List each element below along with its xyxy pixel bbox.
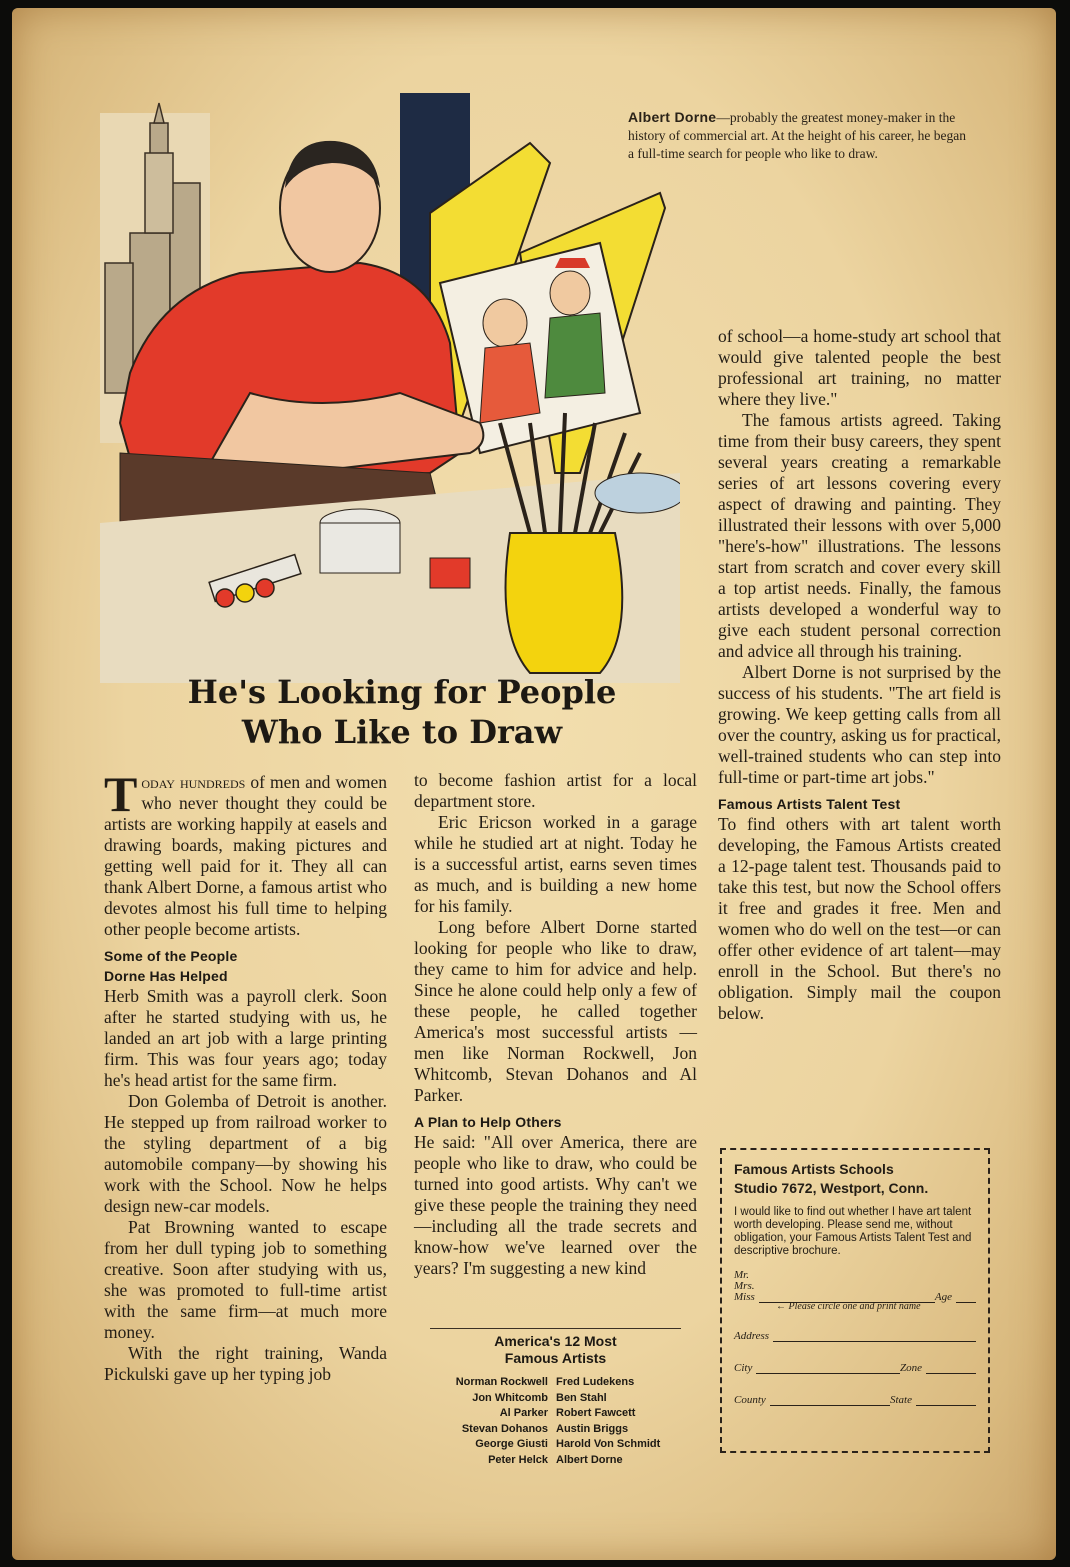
- artist-name: Stevan Dohanos: [461, 1422, 548, 1435]
- name-field[interactable]: [734, 1270, 976, 1303]
- drawn-man-head: [550, 271, 590, 315]
- county-field[interactable]: [734, 1394, 976, 1406]
- drawn-woman-head: [483, 299, 527, 347]
- page-headline: [162, 672, 642, 752]
- artist-name: Harold Von Schmidt: [556, 1438, 661, 1450]
- coupon-body: I would like to find out whether I have art talent worth developing. Please send me, without obligation, your Famous Artists Talent Test and descriptive brochure.: [734, 1206, 972, 1257]
- zone-blank[interactable]: [926, 1362, 976, 1374]
- article-column-3: [718, 326, 1001, 1024]
- list-title-line1: America's 12 Most: [494, 1333, 617, 1349]
- artist-names: [414, 1375, 697, 1468]
- city-field[interactable]: [734, 1362, 976, 1374]
- circle-instruction: ← Please circle one and print name: [776, 1301, 921, 1312]
- age-blank[interactable]: [956, 1291, 976, 1303]
- artist-name: Fred Ludekens: [556, 1376, 635, 1388]
- illustration-caption: [628, 108, 968, 163]
- coupon-school-name: Famous Artists Schools: [734, 1161, 894, 1177]
- drawn-woman-dress: [480, 343, 540, 423]
- age-label: Age: [934, 1291, 952, 1303]
- water-bowl: [595, 473, 680, 513]
- col1-paragraph-3: Don Golemba of Detroit is another. He stepped up from railroad worker to the styling department of a big automobile company—by showing his work with the School. Now he helps design new-car models.: [104, 1091, 387, 1216]
- subhead-some-people: [104, 946, 387, 986]
- address-blank[interactable]: [773, 1330, 976, 1342]
- city-blank[interactable]: [756, 1362, 900, 1374]
- subhead-line1: Some of the People: [104, 948, 238, 964]
- artist-name: Ben Stahl: [556, 1391, 607, 1404]
- address-label: Address: [734, 1330, 770, 1342]
- salutation-mr[interactable]: Mr.: [734, 1269, 749, 1281]
- artist-name: Al Parker: [499, 1407, 548, 1419]
- col3-paragraph-4: To find others with art talent worth developing, the Famous Artists created a 12-page talent test. Thousands paid to take this test, but now the School offers it free and grades it free. Men and women who do well on the test—or can offer other evidence of art talent—may enroll in the School. But there's no obligation. Simply mail the coupon below.: [718, 814, 1001, 1023]
- artist-name: Norman Rockwell: [455, 1376, 548, 1388]
- salutation-mrs[interactable]: Mrs.: [734, 1280, 755, 1292]
- list-item: [414, 1437, 697, 1453]
- col3-paragraph-3: Albert Dorne is not surprised by the success of his students. "The art field is growing. We keep getting calls from all over the country, asking us for practical, well-trained students who can step into full-time or part-time art jobs.": [718, 662, 1001, 787]
- subhead-talent-test: Famous Artists Talent Test: [718, 796, 901, 812]
- list-title-line2: Famous Artists: [504, 1350, 607, 1366]
- lead-in-smallcaps: oday hundreds: [141, 772, 246, 792]
- state-blank[interactable]: [916, 1394, 976, 1406]
- famous-artists-list: [414, 1328, 697, 1468]
- artist-name: Albert Dorne: [556, 1453, 623, 1466]
- instruction-text: Please circle one and print name: [788, 1301, 921, 1312]
- col2-paragraph-2: Eric Ericson worked in a garage while he studied art at night. Today he is a successful artist, earns seven times as much, and is building a new home for his family.: [414, 812, 697, 916]
- col3-paragraph-2: The famous artists agreed. Taking time from their busy careers, they spent several years creating a remarkable series of art lessons covering every aspect of drawing and painting. They illustrated their lessons with over 5,000 "here's-how" illustrations. The lessons start from scratch and cover every skill a top artist needs. Finally, the famous artists developed a wonderful way to give each student personal correction and advice all through his training.: [718, 410, 1001, 661]
- state-label: State: [890, 1394, 912, 1406]
- caption-name: Albert Dorne: [628, 109, 717, 125]
- subhead-plan: A Plan to Help Others: [414, 1114, 562, 1130]
- coupon-address-line: Studio 7672, Westport, Conn.: [734, 1180, 929, 1196]
- col1-p1-text: of men and women who never thought they could be artists are working happily at easels and drawing boards, making pictures and getting well paid for it. They all can thank Albert Dorne, a famous artist who devotes almost his full time to helping other people become artists.: [104, 772, 387, 939]
- artist-name: Jon Whitcomb: [472, 1391, 548, 1404]
- artist-name: Peter Helck: [488, 1453, 548, 1466]
- list-item: [414, 1391, 697, 1407]
- list-item: [414, 1375, 697, 1391]
- brush-pot: [506, 533, 623, 673]
- drop-cap: T: [104, 766, 138, 822]
- col3-paragraph-1: of school—a home-study art school that would give talented people the best professional art training, no matter where they live.": [718, 326, 1001, 409]
- col1-paragraph-5: With the right training, Wanda Pickulski gave up her typing job: [104, 1343, 387, 1384]
- caption-text: —probably the greatest money-maker in the history of commercial art. At the height of his career, he began a full-time search for people who like to draw.: [628, 110, 966, 161]
- county-blank[interactable]: [770, 1394, 890, 1406]
- zone-label: Zone: [900, 1362, 922, 1374]
- col2-paragraph-4: He said: "All over America, there are people who like to draw, who could be turned into good artists. Why can't we give these people the training they need—including all the trade secrets and know-how we've learned over the years? I'm suggesting a new kind: [414, 1132, 697, 1278]
- county-label: County: [734, 1394, 766, 1406]
- list-divider: [430, 1328, 681, 1329]
- subhead-line2: Dorne Has Helped: [104, 968, 228, 984]
- address-field[interactable]: [734, 1330, 976, 1342]
- salutation-options[interactable]: [734, 1270, 755, 1303]
- artist-name: George Giusti: [475, 1438, 548, 1450]
- salutation-miss[interactable]: Miss: [734, 1291, 755, 1303]
- headline-line1: He's Looking for People: [187, 673, 617, 711]
- headline-line2: Who Like to Draw: [241, 713, 563, 751]
- albert-dorne-illustration: [100, 93, 680, 683]
- col2-paragraph-1: to become fashion artist for a local department store.: [414, 770, 697, 811]
- list-item: [414, 1453, 697, 1469]
- article-column-1: [104, 766, 387, 1385]
- col1-paragraph-2: Herb Smith was a payroll clerk. Soon after he started studying with us, he landed an art job with a large printing firm. This was four years ago; today he's head artist for the same firm.: [104, 986, 387, 1090]
- list-item: [414, 1422, 697, 1438]
- paint-jar: [430, 558, 470, 588]
- artist-name: Robert Fawcett: [556, 1407, 636, 1419]
- mail-in-coupon[interactable]: [720, 1148, 990, 1453]
- col1-paragraph-4: Pat Browning wanted to escape from her dull typing job to something creative. Soon after studying with us, she was promoted to full-time artist with the same firm—at much more money.: [104, 1217, 387, 1342]
- list-item: [414, 1406, 697, 1422]
- comic-back-cover-ad: [12, 8, 1056, 1560]
- drawn-man-hat: [555, 258, 590, 268]
- city-label: City: [734, 1362, 753, 1374]
- artist-name: Austin Briggs: [556, 1422, 629, 1435]
- col1-paragraph-1: [104, 766, 387, 940]
- article-column-2: [414, 770, 697, 1279]
- coupon-fields: [734, 1270, 976, 1406]
- jar: [320, 523, 400, 573]
- col2-paragraph-3: Long before Albert Dorne started looking for people who like to draw, they came to him for advice and help. Since he alone could help only a few of these people, he called together America's most successful artists —men like Norman Rockwell, Jon Whitcomb, Stevan Dohanos and Al Parker.: [414, 917, 697, 1105]
- drawn-man-body: [545, 313, 605, 398]
